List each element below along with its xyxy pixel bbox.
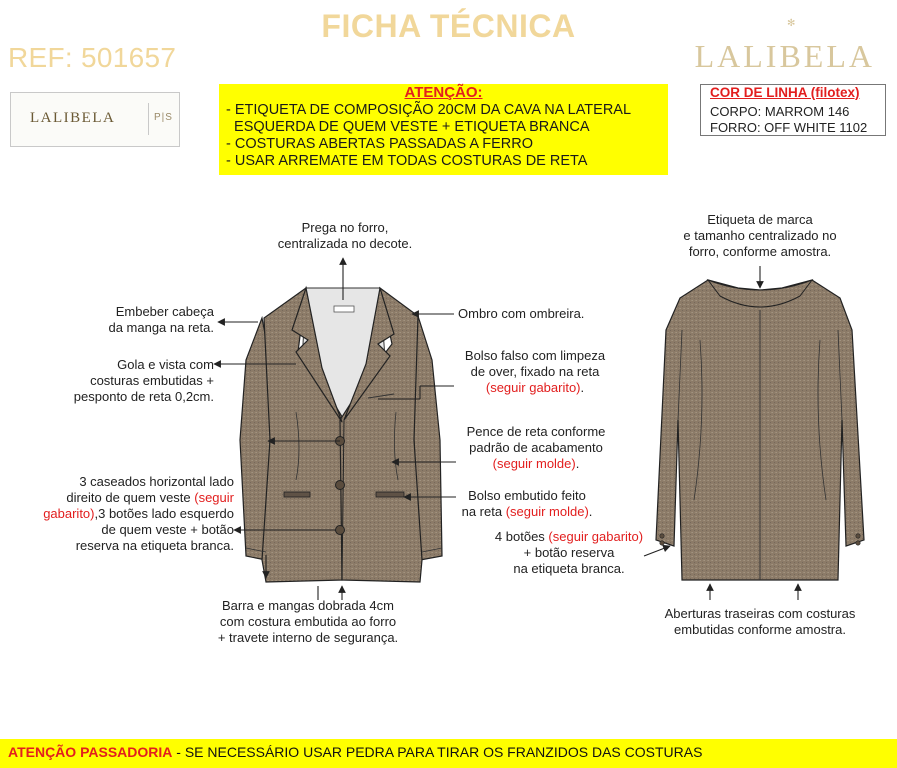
- note-line: Aberturas traseiras com costuras: [664, 606, 856, 621]
- note-text: .: [575, 456, 580, 471]
- note-botoes: [474, 529, 664, 577]
- thread-color-title: COR DE LINHA (filotex): [710, 85, 860, 100]
- footer-text: [8, 744, 702, 760]
- note-red-text: (seguir molde): [505, 504, 589, 519]
- note-red-text: (seguir gabarito): [548, 529, 644, 544]
- note-line: Etiqueta de marca: [707, 212, 813, 227]
- note-line: de over, fixado na reta: [470, 364, 600, 379]
- note-line: padrão de acabamento: [469, 440, 603, 455]
- note-barra: [190, 598, 426, 646]
- note-pence: [448, 424, 624, 472]
- brand-logo: LALIBELA: [694, 38, 875, 74]
- note-red-text: (seguir: [194, 490, 234, 505]
- note-line: + travete interno de segurança.: [217, 630, 399, 645]
- note-line: [452, 504, 602, 520]
- note-text: 4 botões: [494, 529, 549, 544]
- logo-suffix: P|S: [154, 112, 173, 123]
- thread-color-forro: FORRO: OFF WHITE 1102: [710, 120, 868, 135]
- note-line: reserva na etiqueta branca.: [75, 538, 234, 553]
- reference-code: REF: 501657: [8, 42, 177, 73]
- back-jacket: [656, 280, 864, 580]
- note-embeber: [40, 304, 214, 336]
- note-line: [6, 490, 234, 506]
- note-etiqueta-marca: [660, 212, 860, 260]
- note-line: [6, 506, 234, 522]
- note-red-text: (seguir gabarito): [485, 380, 581, 395]
- attention-line: - COSTURAS ABERTAS PASSADAS A FERRO: [226, 136, 533, 152]
- attention-title: ATENÇÃO:: [404, 84, 483, 101]
- note-line: costuras embutidas +: [90, 373, 214, 388]
- front-jacket: [240, 288, 442, 582]
- note-line: pesponto de reta 0,2cm.: [73, 389, 214, 404]
- note-line: e tamanho centralizado no: [683, 228, 837, 243]
- note-red-text: (seguir molde): [492, 456, 576, 471]
- thread-color-corpo: CORPO: MARROM 146: [710, 104, 850, 119]
- attention-line: - USAR ARREMATE EM TODAS COSTURAS DE RETA: [226, 153, 588, 169]
- note-line: Prega no forro,: [301, 220, 389, 235]
- note-line: na etiqueta branca.: [513, 561, 625, 576]
- note-bolso-embutido: [452, 488, 602, 520]
- attention-line: ESQUERDA DE QUEM VESTE + ETIQUETA BRANCA: [226, 119, 590, 135]
- note-line: Bolso embutido feito: [468, 488, 586, 503]
- note-line: Pence de reta conforme: [466, 424, 606, 439]
- note-red-text: gabarito): [43, 506, 95, 521]
- note-aberturas: [640, 606, 880, 638]
- attention-line: - ETIQUETA DE COMPOSIÇÃO 20CM DA CAVA NA LATERAL: [226, 102, 632, 118]
- bee-icon: ✻: [787, 18, 796, 29]
- note-line: com costura embutida ao forro: [219, 614, 397, 629]
- note-line: Barra e mangas dobrada 4cm: [222, 598, 394, 613]
- note-line: + botão reserva: [523, 545, 615, 560]
- note-ombro: Ombro com ombreira.: [458, 306, 585, 321]
- note-line: Embeber cabeça: [115, 304, 214, 319]
- note-text: direito de quem veste: [66, 490, 195, 505]
- logo-text: LALIBELA: [30, 110, 116, 126]
- note-line: de quem veste + botão: [101, 522, 234, 537]
- note-text: na reta: [461, 504, 506, 519]
- note-line: da manga na reta.: [108, 320, 214, 335]
- note-line: embutidas conforme amostra.: [674, 622, 846, 637]
- note-line: centralizada no decote.: [277, 236, 413, 251]
- note-line: Bolso falso com limpeza: [464, 348, 606, 363]
- note-text: .: [588, 504, 593, 519]
- footer-label: ATENÇÃO PASSADORIA: [8, 744, 173, 760]
- note-text: .: [580, 380, 585, 395]
- footer-message: - SE NECESSÁRIO USAR PEDRA PARA TIRAR OS FRANZIDOS DAS COSTURAS: [172, 744, 703, 760]
- note-line: Gola e vista com: [117, 357, 214, 372]
- note-line: 3 caseados horizontal lado: [79, 474, 234, 489]
- note-line: [440, 380, 630, 396]
- note-line: forro, conforme amostra.: [688, 244, 832, 259]
- note-line: [448, 456, 624, 472]
- page-title: FICHA TÉCNICA: [321, 8, 576, 44]
- note-caseados: [6, 474, 234, 554]
- note-line: [474, 529, 664, 545]
- note-gola: [30, 357, 214, 405]
- note-text: ,3 botões lado esquerdo: [94, 506, 234, 521]
- note-prega-forro: [250, 220, 440, 252]
- note-bolso-falso: [440, 348, 630, 396]
